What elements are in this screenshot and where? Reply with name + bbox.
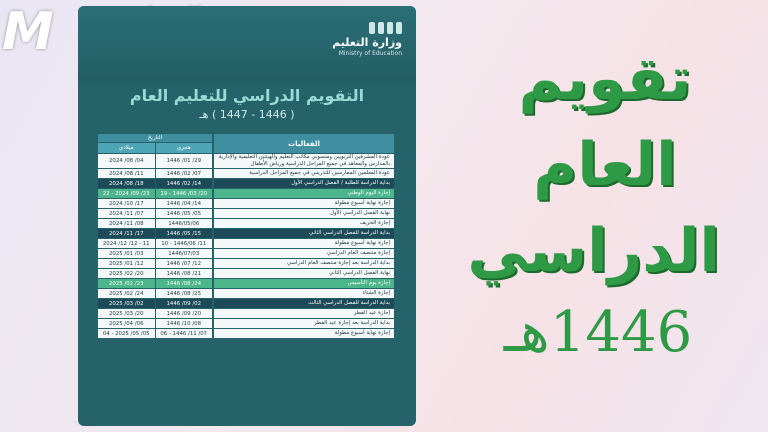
row-hijri-date: 1446 /04 /14 [156,199,213,208]
table-row [98,209,394,218]
table-row [98,199,394,208]
row-gregorian-date: 2024 /11 /08 [98,219,155,228]
table-row [98,154,394,168]
headline-line3: الدراسي [467,216,720,286]
ministry-name-en: Ministry of Education [338,50,402,57]
row-hijri-date: 1446 /08 /25 [156,289,213,298]
row-hijri-date: 06 - 1446 /11 /07 [156,329,213,338]
row-gregorian-date: 2025 /02 /23 [98,279,155,288]
row-activity: بداية الدراسة بعد إجازة عيد الفطر [214,319,394,328]
row-gregorian-date: 2025 /04 /06 [98,319,155,328]
table-row [98,279,394,288]
row-activity: بداية الدراسة بعد إجازة منتصف العام الدراسي [214,259,394,268]
row-activity: بداية الدراسة للفصل الدراسي الثالث [214,299,394,308]
header-date: التاريخ [98,134,212,142]
headline-line2: العام [533,130,677,200]
row-gregorian-date: 2025 /03 /20 [98,309,155,318]
table-row [98,229,394,238]
row-hijri-date: 1446/05/06 [156,219,213,228]
ministry-logo-icon [282,22,402,34]
row-hijri-date: 1446 /02 /07 [156,169,213,178]
row-activity: عودة المعلمين الممارسين للتدريس في جميع المراحل الدراسية [214,169,394,178]
table-row [98,189,394,198]
row-activity: نهاية الفصل الدراسي الثاني [214,269,394,278]
row-hijri-date: 1446/07/03 [156,249,213,258]
row-hijri-date: 19 - 1446 /03 /20 [156,189,213,198]
row-activity: إجازة نهاية أسبوع مطولة [214,199,394,208]
table-body [98,154,394,338]
row-hijri-date: 1446 /10 /08 [156,319,213,328]
row-activity: إجازة اليوم الوطني [214,189,394,198]
row-hijri-date: 1446 /08 /24 [156,279,213,288]
row-activity: عودة المشرفين التربويين ومنسوبي مكاتب التعليم والهيئتين التعليمية والإدارية بالمدارس والمعاهد في جميع المراحل الدراسية ورياض الأطفال [214,154,394,168]
table-row [98,179,394,188]
table-row [98,259,394,268]
row-activity: بداية الدراسة للطلبة / الفصل الدراسي الأول [214,179,394,188]
row-hijri-date: 1446 /02 /14 [156,179,213,188]
row-hijri-date: 1446 /01 /29 [156,154,213,168]
calendar-table [98,134,394,338]
table-row [98,269,394,278]
table-row [98,289,394,298]
table-row [98,239,394,248]
row-gregorian-date: 2025 /02 /20 [98,269,155,278]
table-row [98,169,394,178]
row-hijri-date: 1446 /05 /05 [156,209,213,218]
row-gregorian-date: 2025 /01 /03 [98,249,155,258]
row-activity: إجازة الشتاء [214,289,394,298]
row-gregorian-date: 2024 /10 /17 [98,199,155,208]
row-gregorian-date: 2024 /11 /07 [98,209,155,218]
headline-line1: تقويم [518,44,692,114]
header-activities: الفعاليات [214,134,394,153]
row-activity: إجازة يوم التأسيس [214,279,394,288]
row-activity: إجازة عيد الفطر [214,309,394,318]
header-gregorian: ميلادي [98,143,155,153]
headline-year: 1446هـ [503,300,693,365]
row-activity: نهاية الفصل الدراسي الأول [214,209,394,218]
calendar-document [78,6,416,426]
row-gregorian-date: 2025 /02 /24 [98,289,155,298]
row-gregorian-date: 2024 /08 /11 [98,169,155,178]
watermark-mark: M [2,2,54,62]
ministry-branding [282,22,402,57]
row-gregorian-date: 2024 /08 /18 [98,179,155,188]
row-activity: إجازة نهاية أسبوع مطولة [214,329,394,338]
row-gregorian-date: 2024 /12 /12 - 11 [98,239,155,248]
table-row [98,319,394,328]
row-hijri-date: 1446 /09 /02 [156,299,213,308]
row-gregorian-date: 2024 /08 /04 [98,154,155,168]
row-activity: إجازة منتصف العام الدراسي [214,249,394,258]
table-row [98,329,394,338]
row-activity: إجازة نهاية أسبوع مطولة [214,239,394,248]
row-gregorian-date: 2025 /03 /02 [98,299,155,308]
table-row [98,219,394,228]
row-gregorian-date: 2024 /11 /17 [98,229,155,238]
row-hijri-date: 1446 /05 /15 [156,229,213,238]
row-hijri-date: 10 - 1446/06 /11 [156,239,213,248]
row-hijri-date: 1446 /09 /20 [156,309,213,318]
headline [467,36,720,294]
row-activity: إجازة الخريف [214,219,394,228]
row-gregorian-date: 22 - 2024 /09 /23 [98,189,155,198]
row-hijri-date: 1446 /08 /21 [156,269,213,278]
ministry-name-ar: وزارة التعليم [332,36,402,49]
row-gregorian-date: 04 - 2025 /05 /05 [98,329,155,338]
document-header [78,6,416,82]
document-subtitle: ( 1446 - 1447 ) هـ [199,108,295,121]
header-date-group [98,134,212,153]
table-row [98,309,394,318]
document-title: التقويم الدراسي للتعليم العام [129,86,365,105]
row-activity: بداية الدراسة للفصل الدراسي الثاني [214,229,394,238]
row-hijri-date: 1446 /07 /12 [156,259,213,268]
header-hijri: هجري [156,143,213,153]
table-row [98,249,394,258]
table-row [98,299,394,308]
table-header [98,134,394,153]
row-gregorian-date: 2025 /01 /12 [98,259,155,268]
